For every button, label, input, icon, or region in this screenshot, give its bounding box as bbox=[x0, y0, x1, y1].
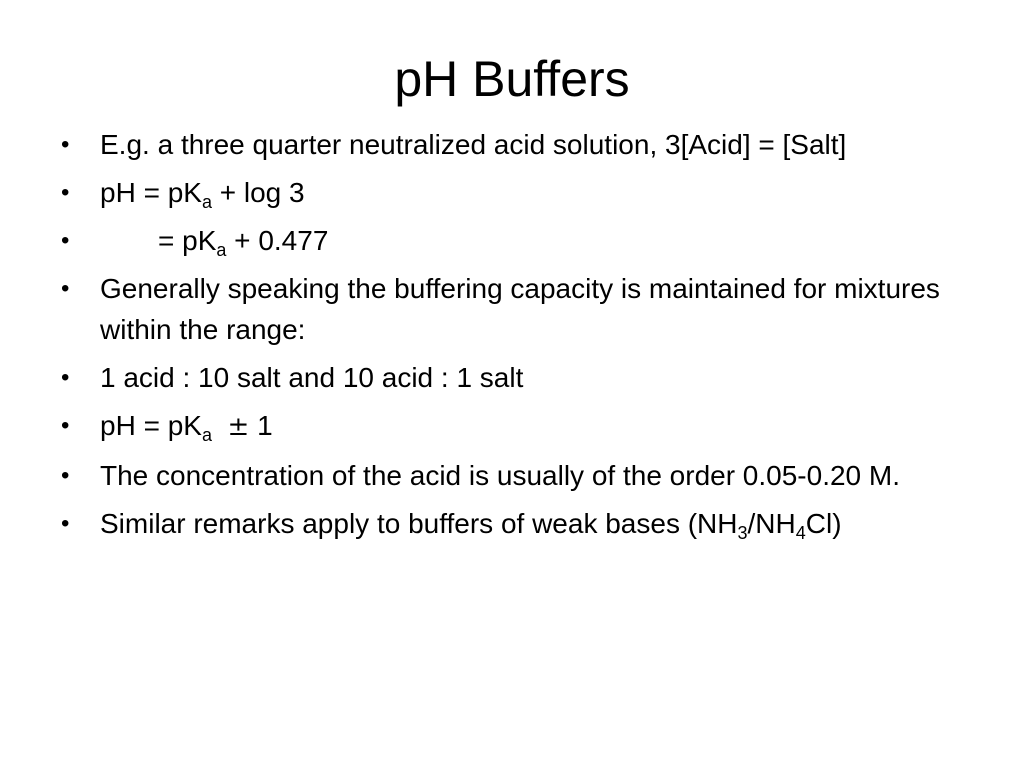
bullet-marker: • bbox=[61, 510, 70, 537]
bullet-marker: • bbox=[61, 412, 70, 439]
subscript: a bbox=[216, 240, 227, 260]
list-item bbox=[0, 220, 1024, 261]
item-text: Cl) bbox=[805, 508, 842, 539]
list-item bbox=[0, 172, 1024, 213]
item-text: The concentration of the acid is usually of the order 0.05-0.20 M. bbox=[100, 460, 901, 491]
list-item bbox=[0, 503, 1024, 544]
item-text: pH = pK bbox=[100, 177, 202, 208]
bullet-marker: • bbox=[61, 179, 70, 206]
bullet-marker: • bbox=[61, 227, 70, 254]
item-text: E.g. a three quarter neutralized acid solution, 3[Acid] = [Salt] bbox=[100, 129, 847, 160]
list-item bbox=[0, 268, 1024, 350]
subscript: 3 bbox=[737, 523, 748, 543]
item-text: 1 acid : 10 salt and 10 acid : 1 salt bbox=[100, 362, 524, 393]
bullet-marker: • bbox=[61, 275, 70, 302]
subscript: a bbox=[201, 425, 212, 445]
item-text: + log 3 bbox=[211, 177, 305, 208]
list-item bbox=[0, 124, 1024, 165]
list-item bbox=[0, 405, 1024, 448]
plus-minus-symbol: ± bbox=[227, 412, 250, 442]
item-text: pH = pK bbox=[100, 410, 202, 441]
list-item bbox=[0, 455, 1024, 496]
item-text: Generally speaking the buffering capacity is maintained for mixtures within the range: bbox=[100, 273, 940, 345]
bullet-list bbox=[0, 124, 1024, 551]
list-item bbox=[0, 357, 1024, 398]
bullet-marker: • bbox=[61, 131, 70, 158]
item-text: Similar remarks apply to buffers of weak bases (NH bbox=[100, 508, 738, 539]
slide-title: pH Buffers bbox=[394, 51, 630, 107]
bullet-marker: • bbox=[61, 462, 70, 489]
subscript: 4 bbox=[795, 523, 806, 543]
item-text: 1 bbox=[249, 410, 273, 441]
subscript: a bbox=[201, 192, 212, 212]
bullet-marker: • bbox=[61, 364, 70, 391]
item-text: = pK bbox=[158, 225, 217, 256]
item-text: + 0.477 bbox=[226, 225, 329, 256]
item-text: /NH bbox=[747, 508, 796, 539]
